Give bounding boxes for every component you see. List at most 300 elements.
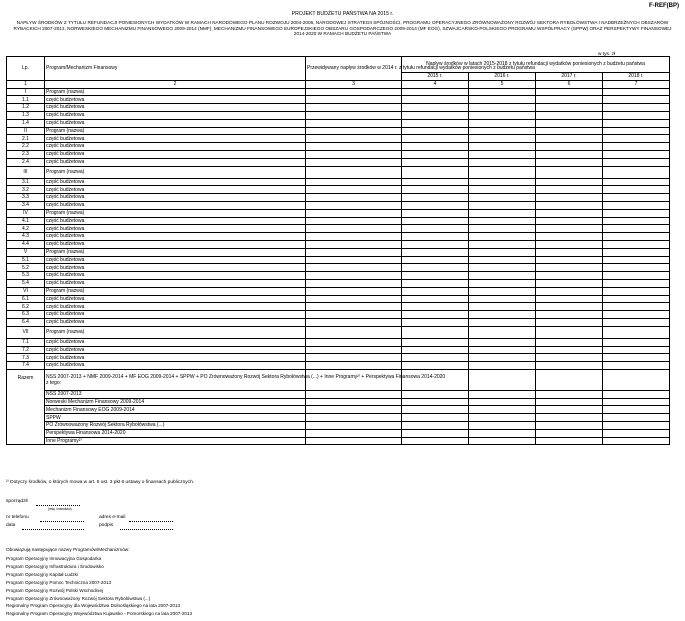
value-cell[interactable] — [306, 398, 402, 406]
razem-item-row — [7, 414, 670, 422]
part-lp: 1.3 — [7, 111, 45, 119]
value-cell[interactable] — [402, 390, 469, 398]
value-cell[interactable] — [306, 233, 402, 241]
value-cell[interactable] — [536, 209, 603, 217]
value-cell[interactable] — [469, 429, 536, 437]
value-cell[interactable] — [603, 264, 670, 272]
value-cell[interactable] — [603, 406, 670, 414]
program-lp: I — [7, 88, 45, 96]
value-cell[interactable] — [402, 287, 469, 295]
value-cell[interactable] — [469, 406, 536, 414]
value-cell[interactable] — [469, 346, 536, 354]
value-cell[interactable] — [402, 264, 469, 272]
part-name[interactable]: część budżetowa — [45, 225, 306, 233]
programs-list-item: Program Operacyjny Rozwój Polski Wschodniej — [6, 587, 104, 593]
value-cell[interactable] — [402, 111, 469, 119]
prepared-by-hint: (imię i nazwisko) — [48, 507, 72, 511]
budget-part-row — [7, 362, 670, 370]
value-cell[interactable] — [306, 143, 402, 151]
value-cell[interactable] — [603, 186, 670, 194]
value-cell[interactable] — [469, 233, 536, 241]
value-cell[interactable] — [536, 326, 603, 338]
value-cell[interactable] — [536, 186, 603, 194]
value-cell[interactable] — [469, 422, 536, 430]
value-cell[interactable] — [603, 217, 670, 225]
razem-ztego-label: z tego: — [46, 379, 62, 386]
budget-part-row — [7, 217, 670, 225]
project-title: PROJEKT BUDŻETU PAŃSTWA NA 2015 r. — [291, 11, 394, 17]
part-lp: 7.3 — [7, 354, 45, 362]
value-cell[interactable] — [603, 272, 670, 280]
part-name[interactable]: część budżetowa — [45, 119, 306, 127]
column-number: 7 — [603, 80, 670, 88]
value-cell[interactable] — [536, 225, 603, 233]
part-name[interactable]: część budżetowa — [45, 295, 306, 303]
value-cell[interactable] — [469, 287, 536, 295]
value-cell[interactable] — [603, 194, 670, 202]
part-name[interactable]: część budżetowa — [45, 240, 306, 248]
value-cell[interactable] — [402, 362, 469, 370]
value-cell[interactable] — [603, 96, 670, 104]
value-cell[interactable] — [402, 369, 469, 390]
part-name[interactable]: część budżetowa — [45, 264, 306, 272]
program-name[interactable]: Program (nazwa) — [45, 326, 306, 338]
budget-part-row — [7, 295, 670, 303]
value-cell[interactable] — [603, 429, 670, 437]
value-cell[interactable] — [469, 272, 536, 280]
value-cell[interactable] — [603, 279, 670, 287]
value-cell[interactable] — [306, 422, 402, 430]
value-cell[interactable] — [603, 346, 670, 354]
value-cell[interactable] — [536, 422, 603, 430]
program-row — [7, 166, 670, 178]
value-cell[interactable] — [306, 406, 402, 414]
value-cell[interactable] — [469, 256, 536, 264]
value-cell[interactable] — [536, 127, 603, 135]
column-number: 4 — [402, 80, 469, 88]
value-cell[interactable] — [402, 256, 469, 264]
header-year-2018: 2018 r. — [603, 73, 670, 81]
value-cell[interactable] — [469, 240, 536, 248]
value-cell[interactable] — [469, 150, 536, 158]
value-cell[interactable] — [469, 414, 536, 422]
part-name[interactable]: część budżetowa — [45, 186, 306, 194]
value-cell[interactable] — [469, 264, 536, 272]
value-cell[interactable] — [536, 279, 603, 287]
part-name[interactable]: część budżetowa — [45, 354, 306, 362]
value-cell[interactable] — [306, 272, 402, 280]
value-cell[interactable] — [402, 209, 469, 217]
value-cell[interactable] — [603, 338, 670, 346]
value-cell[interactable] — [536, 135, 603, 143]
value-cell[interactable] — [536, 390, 603, 398]
value-cell[interactable] — [306, 437, 402, 445]
value-cell[interactable] — [402, 437, 469, 445]
value-cell[interactable] — [536, 201, 603, 209]
value-cell[interactable] — [603, 354, 670, 362]
value-cell[interactable] — [469, 295, 536, 303]
value-cell[interactable] — [536, 96, 603, 104]
part-name[interactable]: część budżetowa — [45, 233, 306, 241]
program-lp: II — [7, 127, 45, 135]
value-cell[interactable] — [536, 295, 603, 303]
value-cell[interactable] — [306, 414, 402, 422]
value-cell[interactable] — [306, 279, 402, 287]
value-cell[interactable] — [469, 326, 536, 338]
value-cell[interactable] — [469, 166, 536, 178]
program-name[interactable]: Program (nazwa) — [45, 209, 306, 217]
value-cell[interactable] — [536, 119, 603, 127]
value-cell[interactable] — [469, 303, 536, 311]
value-cell[interactable] — [306, 158, 402, 166]
part-name[interactable]: część budżetowa — [45, 150, 306, 158]
value-cell[interactable] — [402, 311, 469, 319]
part-name[interactable]: część budżetowa — [45, 111, 306, 119]
value-cell[interactable] — [603, 233, 670, 241]
value-cell[interactable] — [306, 201, 402, 209]
value-cell[interactable] — [469, 318, 536, 326]
value-cell[interactable] — [603, 287, 670, 295]
value-cell[interactable] — [603, 256, 670, 264]
razem-label: Razem — [7, 369, 45, 445]
value-cell[interactable] — [402, 186, 469, 194]
value-cell[interactable] — [536, 150, 603, 158]
value-cell[interactable] — [306, 311, 402, 319]
value-cell[interactable] — [402, 88, 469, 96]
value-cell[interactable] — [536, 338, 603, 346]
value-cell[interactable] — [603, 318, 670, 326]
value-cell[interactable] — [536, 287, 603, 295]
part-name[interactable]: część budżetowa — [45, 279, 306, 287]
column-number: 5 — [469, 80, 536, 88]
part-name[interactable]: część budżetowa — [45, 362, 306, 370]
value-cell[interactable] — [469, 201, 536, 209]
part-name[interactable]: część budżetowa — [45, 346, 306, 354]
value-cell[interactable] — [469, 127, 536, 135]
razem-item-name: PO Zrównoważony Rozwój Sektora Rybołówstwa (...) — [45, 422, 306, 430]
value-cell[interactable] — [402, 429, 469, 437]
value-cell[interactable] — [402, 233, 469, 241]
value-cell[interactable] — [469, 158, 536, 166]
part-name[interactable]: część budżetowa — [45, 311, 306, 319]
value-cell[interactable] — [402, 201, 469, 209]
value-cell[interactable] — [469, 279, 536, 287]
value-cell[interactable] — [603, 127, 670, 135]
value-cell[interactable] — [402, 295, 469, 303]
part-name[interactable]: część budżetowa — [45, 318, 306, 326]
value-cell[interactable] — [603, 398, 670, 406]
value-cell[interactable] — [306, 326, 402, 338]
value-cell[interactable] — [306, 96, 402, 104]
part-name[interactable]: część budżetowa — [45, 217, 306, 225]
value-cell[interactable] — [469, 119, 536, 127]
value-cell[interactable] — [469, 143, 536, 151]
value-cell[interactable] — [402, 96, 469, 104]
program-name[interactable]: Program (nazwa) — [45, 166, 306, 178]
value-cell[interactable] — [402, 422, 469, 430]
value-cell[interactable] — [306, 186, 402, 194]
value-cell[interactable] — [306, 225, 402, 233]
value-cell[interactable] — [306, 104, 402, 112]
value-cell[interactable] — [306, 119, 402, 127]
value-cell[interactable] — [536, 88, 603, 96]
part-lp: 7.4 — [7, 362, 45, 370]
value-cell[interactable] — [469, 338, 536, 346]
value-cell[interactable] — [536, 111, 603, 119]
part-name[interactable]: część budżetowa — [45, 178, 306, 186]
value-cell[interactable] — [469, 135, 536, 143]
programs-list-item: Program Operacyjny Kapitał Ludzki — [6, 571, 79, 577]
value-cell[interactable] — [536, 303, 603, 311]
value-cell[interactable] — [306, 429, 402, 437]
value-cell[interactable] — [536, 264, 603, 272]
value-cell[interactable] — [603, 166, 670, 178]
value-cell[interactable] — [469, 311, 536, 319]
value-cell[interactable] — [306, 111, 402, 119]
value-cell[interactable] — [306, 303, 402, 311]
value-cell[interactable] — [402, 318, 469, 326]
value-cell[interactable] — [402, 150, 469, 158]
value-cell[interactable] — [469, 178, 536, 186]
value-cell[interactable] — [306, 287, 402, 295]
value-cell[interactable] — [402, 354, 469, 362]
value-cell[interactable] — [306, 240, 402, 248]
value-cell[interactable] — [536, 272, 603, 280]
value-cell[interactable] — [536, 248, 603, 256]
part-name[interactable]: część budżetowa — [45, 256, 306, 264]
program-row — [7, 88, 670, 96]
value-cell[interactable] — [402, 346, 469, 354]
part-lp: 6.3 — [7, 311, 45, 319]
programs-list-item: Program Operacyjny Pomoc Techniczna 2007-2013 — [6, 579, 112, 585]
budget-part-row — [7, 303, 670, 311]
phone-label: nr telefonu — [6, 515, 29, 520]
value-cell[interactable] — [306, 256, 402, 264]
value-cell[interactable] — [603, 390, 670, 398]
value-cell[interactable] — [603, 326, 670, 338]
value-cell[interactable] — [603, 422, 670, 430]
value-cell[interactable] — [469, 96, 536, 104]
part-lp: 2.4 — [7, 158, 45, 166]
value-cell[interactable] — [603, 119, 670, 127]
part-name[interactable]: część budżetowa — [45, 272, 306, 280]
value-cell[interactable] — [469, 362, 536, 370]
value-cell[interactable] — [306, 264, 402, 272]
value-cell[interactable] — [536, 178, 603, 186]
header-2014: Przewidywany napływ środków w 2014 r. z tytułu refundacji wydatków poniesionych z budżetu państwa — [306, 57, 402, 81]
value-cell[interactable] — [603, 88, 670, 96]
value-cell[interactable] — [536, 104, 603, 112]
value-cell[interactable] — [469, 194, 536, 202]
budget-part-row — [7, 143, 670, 151]
value-cell[interactable] — [603, 209, 670, 217]
value-cell[interactable] — [402, 272, 469, 280]
programs-list-item: Program Operacyjny Zrównoważony Rozwój Sektora Rybołówstwa (...) — [6, 595, 151, 601]
program-name[interactable]: Program (nazwa) — [45, 127, 306, 135]
value-cell[interactable] — [469, 390, 536, 398]
part-name[interactable]: część budżetowa — [45, 338, 306, 346]
program-name[interactable]: Program (nazwa) — [45, 88, 306, 96]
value-cell[interactable] — [306, 318, 402, 326]
value-cell[interactable] — [402, 158, 469, 166]
value-cell[interactable] — [536, 217, 603, 225]
razem-item-row — [7, 398, 670, 406]
value-cell[interactable] — [306, 127, 402, 135]
value-cell[interactable] — [536, 194, 603, 202]
budget-part-row — [7, 104, 670, 112]
value-cell[interactable] — [402, 104, 469, 112]
value-cell[interactable] — [306, 135, 402, 143]
value-cell[interactable] — [306, 209, 402, 217]
value-cell[interactable] — [402, 166, 469, 178]
value-cell[interactable] — [402, 119, 469, 127]
value-cell[interactable] — [536, 318, 603, 326]
value-cell[interactable] — [603, 143, 670, 151]
value-cell[interactable] — [402, 135, 469, 143]
part-name[interactable]: część budżetowa — [45, 135, 306, 143]
value-cell[interactable] — [536, 143, 603, 151]
value-cell[interactable] — [306, 88, 402, 96]
value-cell[interactable] — [603, 201, 670, 209]
value-cell[interactable] — [402, 338, 469, 346]
prepared-by-line — [36, 505, 80, 506]
value-cell[interactable] — [603, 135, 670, 143]
value-cell[interactable] — [402, 127, 469, 135]
budget-part-row — [7, 311, 670, 319]
part-name[interactable]: część budżetowa — [45, 158, 306, 166]
budget-part-row — [7, 135, 670, 143]
value-cell[interactable] — [603, 362, 670, 370]
value-cell[interactable] — [469, 88, 536, 96]
value-cell[interactable] — [306, 362, 402, 370]
value-cell[interactable] — [469, 225, 536, 233]
value-cell[interactable] — [536, 158, 603, 166]
value-cell[interactable] — [469, 437, 536, 445]
value-cell[interactable] — [402, 398, 469, 406]
program-name[interactable]: Program (nazwa) — [45, 248, 306, 256]
refund-table — [6, 56, 670, 445]
date-label: data — [6, 523, 16, 528]
value-cell[interactable] — [536, 414, 603, 422]
signature-line — [120, 529, 173, 530]
value-cell[interactable] — [469, 369, 536, 390]
value-cell[interactable] — [603, 225, 670, 233]
value-cell[interactable] — [603, 104, 670, 112]
value-cell[interactable] — [603, 240, 670, 248]
value-cell[interactable] — [603, 111, 670, 119]
value-cell[interactable] — [306, 295, 402, 303]
value-cell[interactable] — [306, 369, 402, 390]
budget-part-row — [7, 119, 670, 127]
value-cell[interactable] — [536, 437, 603, 445]
value-cell[interactable] — [536, 256, 603, 264]
value-cell[interactable] — [469, 186, 536, 194]
value-cell[interactable] — [536, 354, 603, 362]
program-lp: IV — [7, 209, 45, 217]
value-cell[interactable] — [469, 209, 536, 217]
value-cell[interactable] — [603, 295, 670, 303]
value-cell[interactable] — [536, 233, 603, 241]
value-cell[interactable] — [402, 279, 469, 287]
value-cell[interactable] — [306, 217, 402, 225]
budget-part-row — [7, 272, 670, 280]
razem-item-row — [7, 429, 670, 437]
value-cell[interactable] — [402, 217, 469, 225]
value-cell[interactable] — [469, 248, 536, 256]
value-cell[interactable] — [306, 354, 402, 362]
value-cell[interactable] — [402, 143, 469, 151]
part-lp: 7.2 — [7, 346, 45, 354]
value-cell[interactable] — [469, 111, 536, 119]
value-cell[interactable] — [306, 178, 402, 186]
part-name[interactable]: część budżetowa — [45, 104, 306, 112]
column-number: 3 — [306, 80, 402, 88]
value-cell[interactable] — [603, 311, 670, 319]
program-name[interactable]: Program (nazwa) — [45, 287, 306, 295]
part-name[interactable]: część budżetowa — [45, 303, 306, 311]
value-cell[interactable] — [402, 248, 469, 256]
value-cell[interactable] — [306, 194, 402, 202]
value-cell[interactable] — [536, 311, 603, 319]
value-cell[interactable] — [402, 240, 469, 248]
value-cell[interactable] — [603, 437, 670, 445]
value-cell[interactable] — [306, 346, 402, 354]
value-cell[interactable] — [469, 217, 536, 225]
value-cell[interactable] — [536, 346, 603, 354]
value-cell[interactable] — [536, 362, 603, 370]
value-cell[interactable] — [603, 158, 670, 166]
part-name[interactable]: część budżetowa — [45, 143, 306, 151]
value-cell[interactable] — [536, 429, 603, 437]
value-cell[interactable] — [306, 338, 402, 346]
value-cell[interactable] — [306, 166, 402, 178]
value-cell[interactable] — [536, 166, 603, 178]
part-name[interactable]: część budżetowa — [45, 201, 306, 209]
phone-line — [40, 521, 84, 522]
value-cell[interactable] — [536, 240, 603, 248]
value-cell[interactable] — [603, 369, 670, 390]
part-name[interactable]: część budżetowa — [45, 96, 306, 104]
value-cell[interactable] — [469, 354, 536, 362]
value-cell[interactable] — [402, 178, 469, 186]
value-cell[interactable] — [402, 303, 469, 311]
budget-part-row — [7, 178, 670, 186]
value-cell[interactable] — [306, 248, 402, 256]
value-cell[interactable] — [603, 303, 670, 311]
value-cell[interactable] — [306, 390, 402, 398]
value-cell[interactable] — [603, 178, 670, 186]
value-cell[interactable] — [603, 414, 670, 422]
value-cell[interactable] — [402, 225, 469, 233]
razem-item-row — [7, 390, 670, 398]
value-cell[interactable] — [306, 150, 402, 158]
value-cell[interactable] — [603, 248, 670, 256]
budget-part-row — [7, 194, 670, 202]
value-cell[interactable] — [536, 398, 603, 406]
value-cell[interactable] — [536, 369, 603, 390]
part-lp: 4.3 — [7, 233, 45, 241]
budget-part-row — [7, 111, 670, 119]
part-name[interactable]: część budżetowa — [45, 194, 306, 202]
value-cell[interactable] — [402, 406, 469, 414]
value-cell[interactable] — [536, 406, 603, 414]
value-cell[interactable] — [469, 398, 536, 406]
value-cell[interactable] — [469, 104, 536, 112]
value-cell[interactable] — [402, 414, 469, 422]
value-cell[interactable] — [603, 150, 670, 158]
value-cell[interactable] — [402, 326, 469, 338]
value-cell[interactable] — [402, 194, 469, 202]
